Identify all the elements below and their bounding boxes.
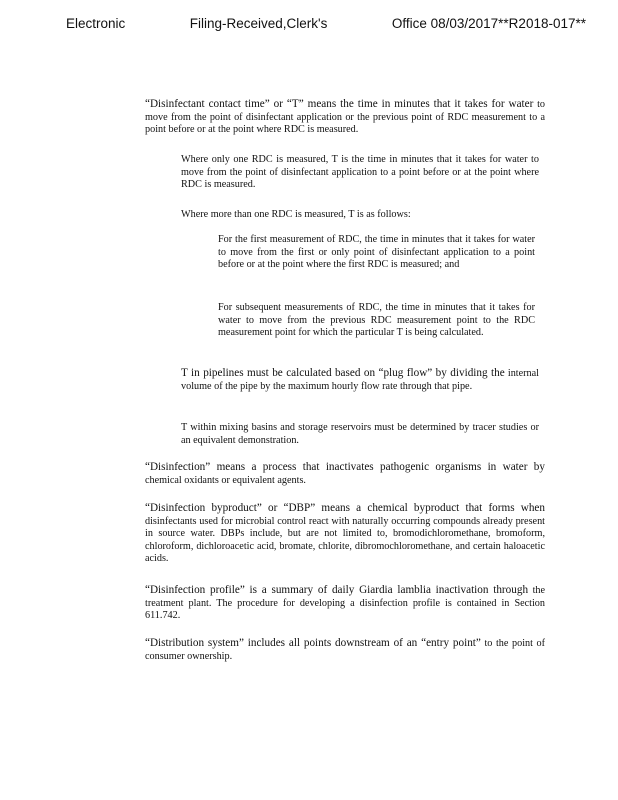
definition-text: to move from the point of disinfectant application or the previous point of RDC measurement to a point before or at the point where RDC is measured. [145,99,545,136]
definition-term: “Distribution system” includes all points downstream of an “entry point” [145,637,481,649]
definition-distribution-system [145,637,545,663]
definition-disinfection-byproduct [145,502,545,566]
definition-contact-time [145,98,545,137]
definition-term: “Disinfectant contact time” or “T” means the time in minutes that it takes for water [145,98,534,110]
definition-disinfection-profile [145,584,545,623]
definition-text: to the point of consumer ownership. [145,638,546,662]
paragraph-first-measurement: For the first measurement of RDC, the time in minutes that it takes for water to move from the first or only point of disinfectant application to a point before or at the point where the first RDC is measured; and [218,234,535,271]
definition-text: chemical oxidants or equivalent agents. [145,474,306,486]
definition-term: “Disinfection” means a process that inactivates pathogenic organisms in water by [145,461,545,473]
header-filing-received: Filing-Received,Clerk's [189,16,328,31]
header-electronic: Electronic [66,16,126,31]
definition-text: the treatment plant. The procedure for developing a disinfection profile is contained in Section 611.742. [145,585,546,622]
paragraph-more-rdc: Where more than one RDC is measured, T is as follows: [181,209,411,220]
paragraph-subsequent-measurements: For subsequent measurements of RDC, the time in minutes that it takes for water to move from the previous RDC measurement point to the RDC measurement point for which the particular T is being calculated. [218,302,535,339]
filing-header [66,16,586,31]
paragraph-pipelines-text: internal volume of the pipe by the maximum hourly flow rate through that pipe. [181,368,539,392]
paragraph-pipelines [181,367,539,393]
paragraph-mixing-basins: T within mixing basins and storage reservoirs must be determined by tracer studies or an equivalent demonstration. [181,422,539,446]
header-office-date: Office 08/03/2017**R2018-017** [391,16,586,31]
definition-term: “Disinfection profile” is a summary of daily Giardia lamblia inactivation through [145,584,529,596]
paragraph-pipelines-lead: T in pipelines must be calculated based on “plug flow” by dividing the [181,367,505,379]
definition-disinfection [145,461,545,487]
paragraph-one-rdc: Where only one RDC is measured, T is the time in minutes that it takes for water to move from the point of disinfectant application to a point before or at the point where RDC is measured. [181,154,539,191]
definition-text: disinfectants used for microbial control react with naturally occurring compounds already present in source water. DBPs include, but are not limited to, bromodichloromethane, bromoform, chloroform, dichloroacetic acid, bromate, chlorite, dibromochloromethane, and certain haloacetic acids. [145,515,545,565]
definition-term: “Disinfection byproduct” or “DBP” means a chemical byproduct that forms when [145,502,545,514]
